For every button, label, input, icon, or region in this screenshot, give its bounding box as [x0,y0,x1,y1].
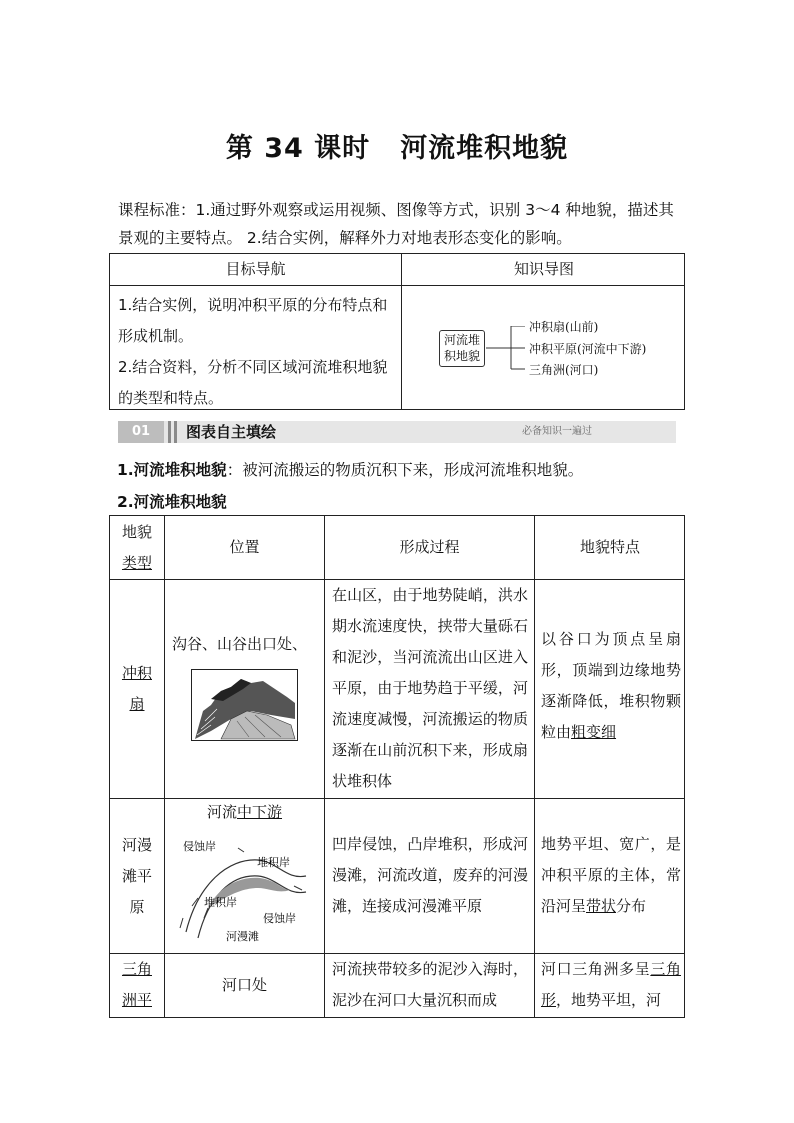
goal-header: 目标导航 [225,260,286,278]
header-features: 地貌特点 [579,538,640,556]
floodplain-illustration [178,828,308,950]
mindmap-header: 知识导图 [513,260,574,278]
diagram-label: 堆积岸 [204,896,237,909]
row-type: 三角 洲平 [121,960,152,1009]
page-title [0,126,794,165]
row-type: 河漫 滩平 原 [121,836,152,916]
diagram-label: 侵蚀岸 [183,840,216,853]
knowledge-mindmap [439,320,679,386]
goal-item: 1.结合实例，说明冲积平原的分布特点和形成机制。 [118,296,388,345]
row-type: 冲积 扇 [121,664,152,713]
row-features: 以谷口为顶点呈扇形，顶端到边缘地势逐渐降低，堆积物颗粒由粗变细 [541,630,681,741]
diagram-label: 堆积岸 [257,856,290,869]
row-process: 在山区，由于地势陡峭，洪水期水流速度快，挟带大量砾石和泥沙，当河流流出山区进入平原，由于地势趋于平缓，河流速度减慢，河流搬运的物质逐渐在山前沉积下来，形成扇状堆积体 [332,586,528,790]
definition-paragraph: 1.河流堆积地貌：被河流搬运的物质沉积下来，形成河流堆积地貌。 [117,461,584,479]
header-process: 形成过程 [399,538,460,556]
landform-table [109,515,685,1018]
alluvial-fan-illustration [191,669,298,741]
mindmap-branch: 冲积平原(河流中下游) [529,342,647,356]
diagram-label: 河漫滩 [226,930,259,943]
row-position: 沟谷、山谷出口处、 [172,635,308,653]
row-position: 河口处 [221,976,267,994]
row-process: 凹岸侵蚀，凸岸堆积，形成河漫滩，河流改道，废弃的河漫滩，连接成河漫滩平原 [332,835,528,915]
goal-list [118,290,398,414]
section-subtitle: 必备知识一遍过 [522,426,592,437]
diagram-label: 侵蚀岸 [263,912,296,925]
goal-item: 2.结合资料，分析不同区域河流堆积地貌的类型和特点。 [118,358,388,407]
section-header [118,421,676,443]
row-features: 地势平坦、宽广，是冲积平原的主体，常沿河呈带状分布 [541,835,681,915]
mindmap-branch: 冲积扇(山前) [529,320,599,334]
row-process: 河流挟带较多的泥沙入海时，泥沙在河口大量沉积而成 [332,960,528,1009]
mindmap-branch: 三角洲(河口) [529,363,599,377]
course-standard: 课程标准：1.通过野外观察或运用视频、图像等方式，识别 3～4 种地貌，描述其景观的主要特点。 2.结合实例，解释外力对地表形态变化的影响。 [118,201,674,247]
table-heading: 2.河流堆积地貌 [117,493,227,511]
section-number: 01 [118,421,164,443]
row-position: 河流中下游 [206,803,283,821]
header-position: 位置 [229,538,260,556]
goal-table [109,253,685,410]
lesson-title: 河流堆积地貌 [400,133,569,164]
mindmap-root: 河流堆 积地貌 [439,330,485,367]
header-type: 地貌 类型 [121,523,152,572]
lesson-number: 第 34 课时 [225,133,371,164]
row-features: 河口三角洲多呈三角形，地势平坦，河 [541,960,681,1009]
section-title: 图表自主填绘 [186,423,277,441]
